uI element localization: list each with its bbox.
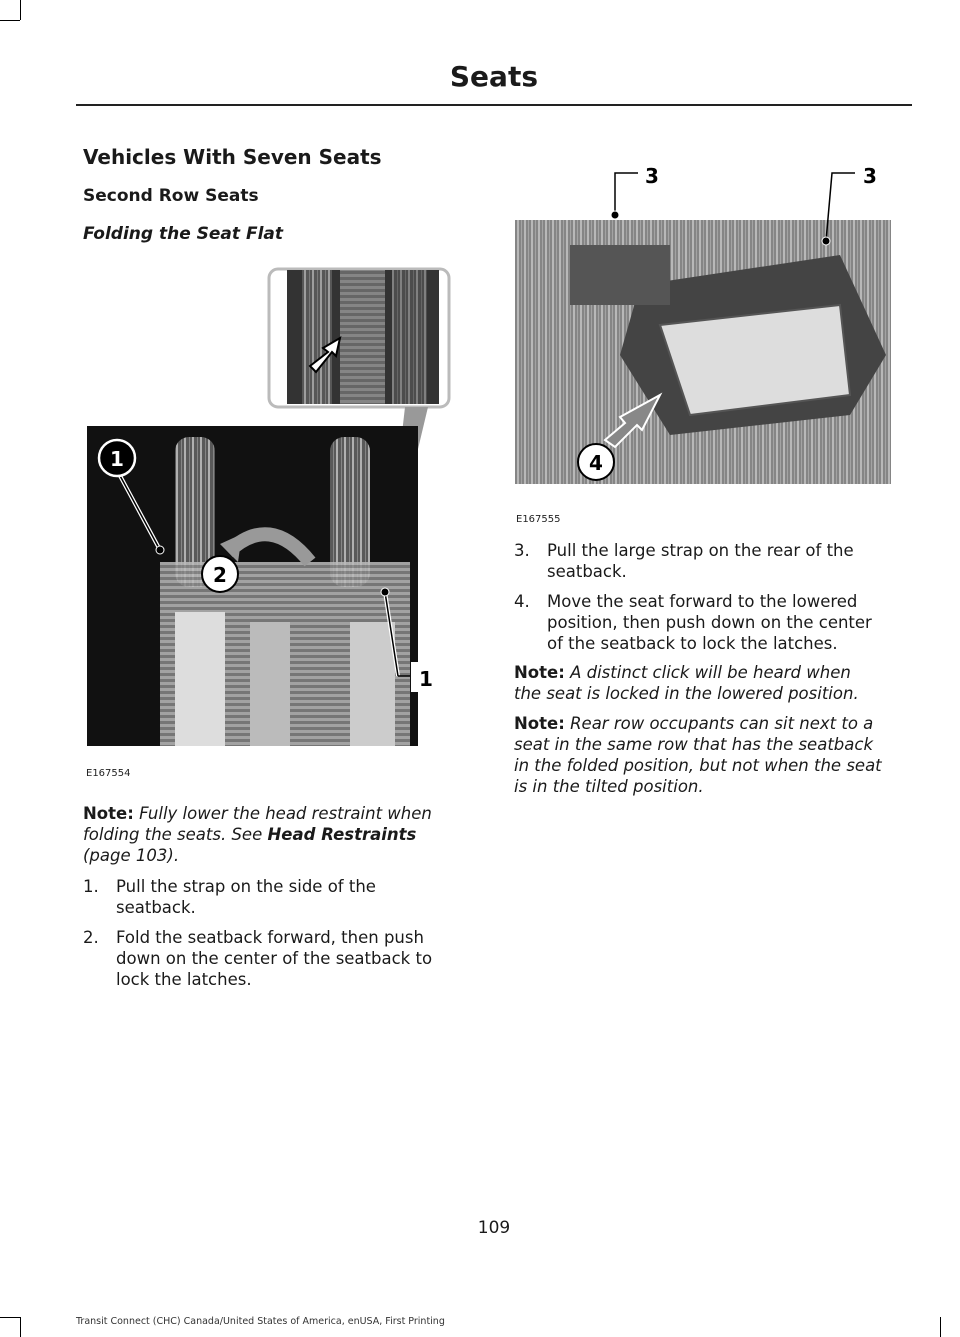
note-head-restraint xyxy=(83,803,468,866)
callout-1-bottom xyxy=(411,662,451,692)
figure-code: E167555 xyxy=(516,514,561,525)
figure-code: E167554 xyxy=(86,768,131,779)
header-rule xyxy=(76,104,912,106)
step-text: Pull the large strap on the rear of the seatback. xyxy=(547,541,854,581)
crop-mark xyxy=(20,1317,21,1337)
note-click: Note: A distinct click will be heard when the seat is locked in the lowered position. xyxy=(514,663,859,703)
crop-mark xyxy=(20,0,21,20)
step-number: 4. xyxy=(514,592,530,611)
note-text: Fully lower the head restraint when folding the seats. See xyxy=(83,804,432,844)
page-number: 109 xyxy=(477,1218,511,1238)
crop-mark xyxy=(0,1317,20,1318)
step-text: Pull the strap on the side of the seatback. xyxy=(116,877,376,917)
note-label: Note: xyxy=(514,714,565,733)
callout-1-top xyxy=(99,440,135,476)
svg-text:2: 2 xyxy=(213,563,227,587)
step-number: 2. xyxy=(83,928,99,947)
svg-text:3: 3 xyxy=(863,164,877,188)
callout-3-right xyxy=(863,164,877,188)
page-header-title: Seats xyxy=(449,60,538,93)
step-number: 3. xyxy=(514,541,530,560)
svg-text:4: 4 xyxy=(589,451,603,475)
step-number: 1. xyxy=(83,877,99,896)
svg-text:1: 1 xyxy=(110,447,124,471)
cross-reference-link[interactable]: Head Restraints xyxy=(267,825,417,844)
callout-2 xyxy=(202,556,238,592)
svg-text:1: 1 xyxy=(419,667,433,691)
callout-4 xyxy=(578,444,614,480)
svg-text:3: 3 xyxy=(645,164,659,188)
section-heading: Vehicles With Seven Seats xyxy=(83,145,382,169)
crop-mark xyxy=(0,20,20,21)
note-label: Note: xyxy=(514,663,565,682)
page-reference: (page 103). xyxy=(83,846,180,865)
seat-folding-illustration xyxy=(80,262,460,752)
step-text: Fold the seatback forward, then push down on the center of the seatback to lock the latches. xyxy=(116,928,433,989)
subsection-heading: Second Row Seats xyxy=(83,186,259,206)
step-text: Move the seat forward to the lowered position, then push down on the center of the seatback to lock the latches. xyxy=(547,592,872,653)
callout-3-left xyxy=(645,164,659,188)
note-label: Note: xyxy=(83,804,134,823)
footer-text: Transit Connect (CHC) Canada/United States of America, enUSA, First Printing xyxy=(76,1316,445,1327)
seat-lowering-illustration xyxy=(510,155,900,495)
crop-mark xyxy=(940,1317,941,1337)
procedure-heading: Folding the Seat Flat xyxy=(83,224,283,244)
note-rear-occupants: Note: Rear row occupants can sit next to a seat in the same row that has the seatback in the folded position, but not when the seat is in the tilted position. xyxy=(514,714,882,796)
